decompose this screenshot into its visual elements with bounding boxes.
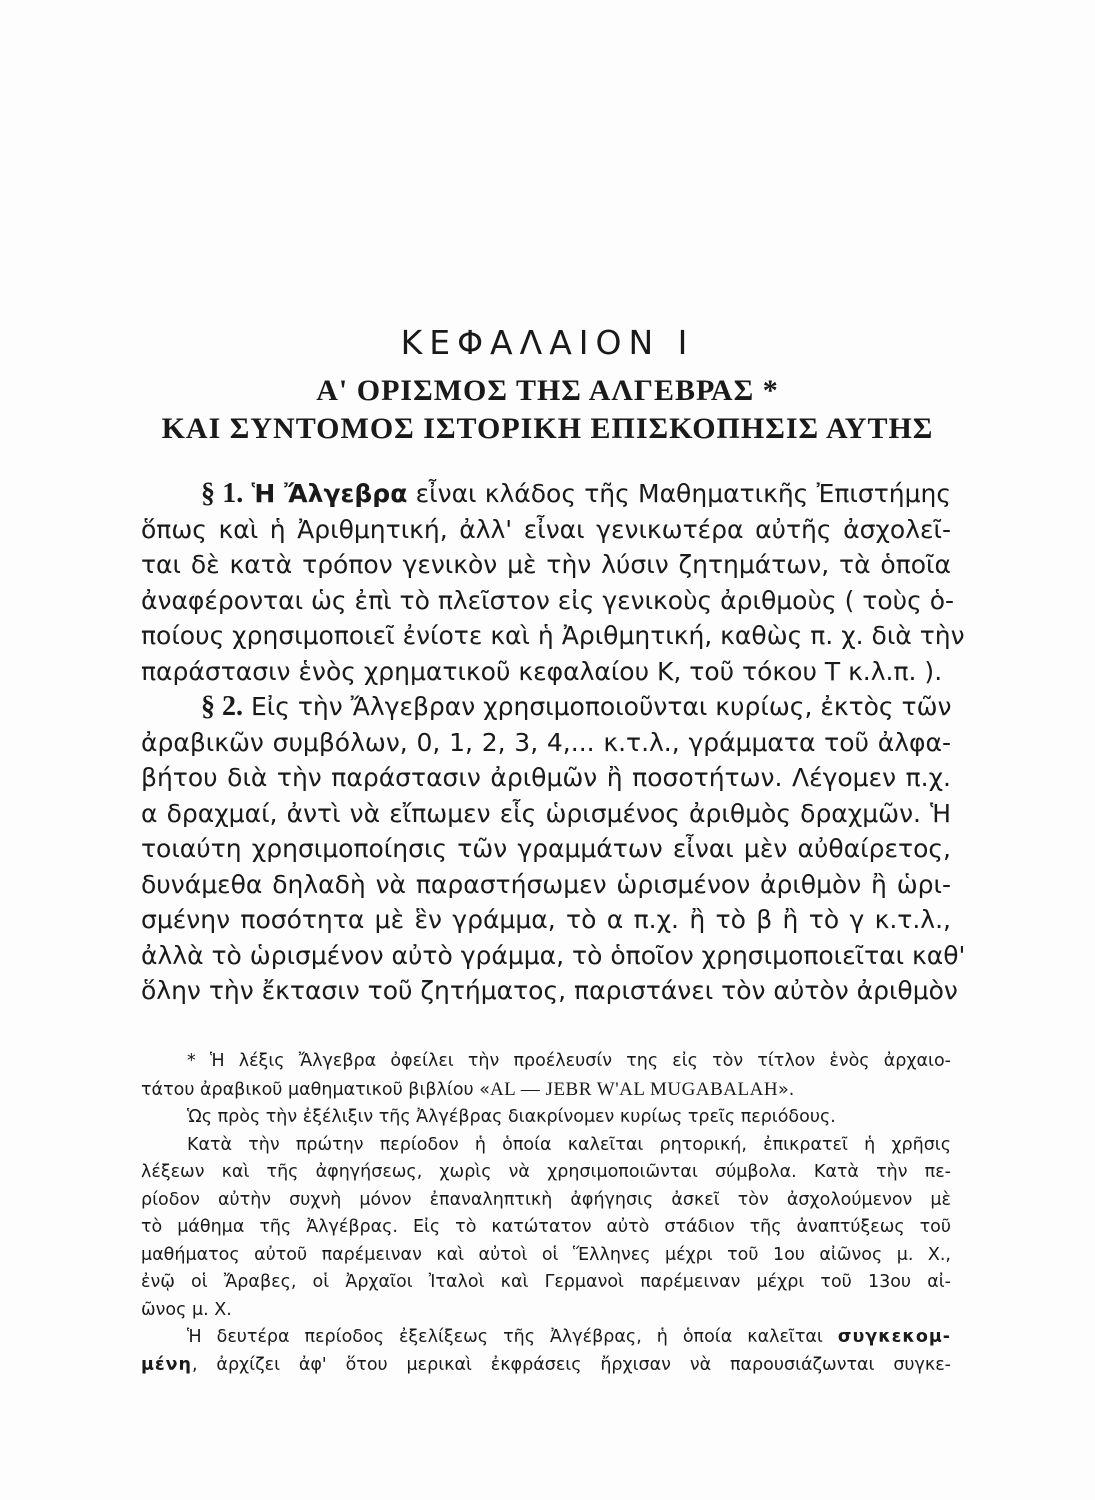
footnote-line: Ὡς πρὸς τὴν ἐξέλιξιν τῆς Ἀλγέβρας διακρίνομεν κυρίως τρεῖς περιόδους.: [187, 1107, 836, 1127]
paragraph-1-line: ποίους χρησιμοποιεῖ ἐνίοτε καὶ ἡ Ἀριθμητική, καθὼς π. χ. διὰ τὴν: [141, 621, 965, 650]
section-number: § 2.: [201, 691, 243, 722]
paragraph-1-line: § 1. Ἡ Ἄλγεβρα εἶναι κλάδος τῆς Μαθηματικῆς Ἐπιστήμης: [201, 478, 952, 509]
chapter-heading: ΚΕΦΑΛΑΙΟΝ Ι: [400, 323, 695, 362]
footnote-line: λέξεων καὶ τῆς ἀφηγήσεως, χωρὶς νὰ χρησιμοποιῶνται σύμβολα. Κατὰ τὴν πε-: [141, 1162, 951, 1182]
paragraph-2-line: τοιαύτη χρησιμοποίησις τῶν γραμμάτων εἶναι μὲν αὐθαίρετος,: [141, 834, 951, 863]
section-title-line-2: ΚΑΙ ΣΥΝΤΟΜΟΣ ΙΣΤΟΡΙΚΗ ΕΠΙΣΚΟΠΗΣΙΣ ΑΥΤΗΣ: [161, 412, 934, 445]
footnote-line: ρίοδον αὐτὴν συχνὴ μόνον ἐπαναληπτικὴ ἀφήγησις ἀσκεῖ τὸν ἀσχολούμενον μὲ: [141, 1189, 951, 1210]
paragraph-2-line: § 2. Εἰς τὴν Ἄλγεβραν χρησιμοποιοῦνται κυρίως, ἐκτὸς τῶν: [201, 691, 952, 722]
footnote-line: * Ἡ λέξις Ἄλγεβρα ὀφείλει τὴν προέλευσίν της εἰς τὸν τίτλον ἑνὸς ἀρχαιο-: [187, 1051, 951, 1071]
footnote-line: ἐνῷ οἱ Ἄραβες, οἱ Ἀρχαῖοι Ἰταλοὶ καὶ Γερμανοὶ παρέμειναν μέχρι τοῦ 13ου αἰ-: [141, 1272, 951, 1292]
footnote-line: Κατὰ τὴν πρώτην περίοδον ἡ ὁποία καλεῖται ρητορική, ἐπικρατεῖ ἡ χρῆσις: [187, 1134, 951, 1155]
section-number: § 1.: [201, 478, 244, 509]
paragraph-2-line: δυνάμεθα δηλαδὴ νὰ παραστήσωμεν ὡρισμένον ἀριθμὸν ἢ ὡρι-: [141, 869, 951, 899]
paragraph-1-line: παράστασιν ἑνὸς χρηματικοῦ κεφαλαίου Κ, τοῦ τόκου Τ κ.λ.π. ).: [141, 656, 943, 686]
paragraph-2-line: ἀλλὰ τὸ ὡρισμένον αὐτὸ γράμμα, τὸ ὁποῖον χρησιμοποιεῖται καθ': [141, 940, 966, 970]
paragraph-2-line: βήτου διὰ τὴν παράστασιν ἀριθμῶν ἢ ποσοτήτων. Λέγομεν π.χ.: [141, 763, 951, 792]
defined-term: Ἡ Ἄλγεβρα: [251, 479, 408, 508]
footnote-line: μένη, ἀρχίζει ἀφ' ὅτου μερικαὶ ἐκφράσεις ἤρχισαν νὰ παρουσιάζωνται συγκε-: [141, 1354, 951, 1375]
main-text: [141, 476, 966, 1009]
paragraph-1-line: ται δὲ κατὰ τρόπον γενικὸν μὲ τὴν λύσιν ζητημάτων, τὰ ὁποῖα: [141, 550, 951, 579]
paragraph-1-line: ἀναφέρονται ὡς ἐπὶ τὸ πλεῖστον εἰς γενικοὺς ἀριθμοὺς ( τοὺς ὁ-: [141, 585, 955, 615]
bold-term: συγκεκομ-: [837, 1327, 951, 1347]
paragraph-1-line: ὅπως καὶ ἡ Ἀριθμητική, ἀλλ' εἶναι γενικωτέρα αὐτῆς ἀσχολεῖ-: [141, 514, 951, 544]
footnote-line: τάτου ἀραβικοῦ μαθηματικοῦ βιβλίου «AL — JEBR W'AL MUGABALAH».: [141, 1078, 795, 1100]
footnote-line: μαθήματος αὐτοῦ παρέμειναν καὶ αὐτοὶ οἱ Ἕλληνες μέχρι τοῦ 1ου αἰῶνος μ. Χ.,: [141, 1244, 951, 1265]
footnote: [141, 1048, 951, 1379]
footnote-line: τὸ μάθημα τῆς Ἀλγέβρας. Εἰς τὸ κατώτατον αὐτὸ στάδιον τῆς ἀναπτύξεως τοῦ: [141, 1217, 951, 1237]
paragraph-2-line: ὅλην τὴν ἔκτασιν τοῦ ζητήματος, παριστάνει τὸν αὐτὸν ἀριθμὸν: [141, 976, 958, 1005]
paragraph-2-line: α δραχμαί, ἀντὶ νὰ εἴπωμεν εἷς ὡρισμένος ἀριθμὸς δραχμῶν. Ἡ: [141, 798, 951, 828]
paragraph-2-line: σμένην ποσότητα μὲ ἓν γράμμα, τὸ α π.χ. ἢ τὸ β ἢ τὸ γ κ.τ.λ.,: [141, 905, 951, 934]
footnote-line: ῶνος μ. Χ.: [141, 1299, 232, 1320]
book-title-latin: AL — JEBR W'AL MUGABALAH: [489, 1078, 779, 1100]
bold-term: μένη: [141, 1354, 192, 1375]
section-title-line-1: Α' ΟΡΙΣΜΟΣ ΤΗΣ ΑΛΓΕΒΡΑΣ *: [316, 374, 779, 407]
footnote-line: Ἡ δευτέρα περίοδος ἐξελίξεως τῆς Ἀλγέβρας, ἡ ὁποία καλεῖται συγκεκομ-: [187, 1327, 951, 1347]
paragraph-2-line: ἀραβικῶν συμβόλων, 0, 1, 2, 3, 4,... κ.τ.λ., γράμματα τοῦ ἀλφα-: [141, 727, 951, 757]
